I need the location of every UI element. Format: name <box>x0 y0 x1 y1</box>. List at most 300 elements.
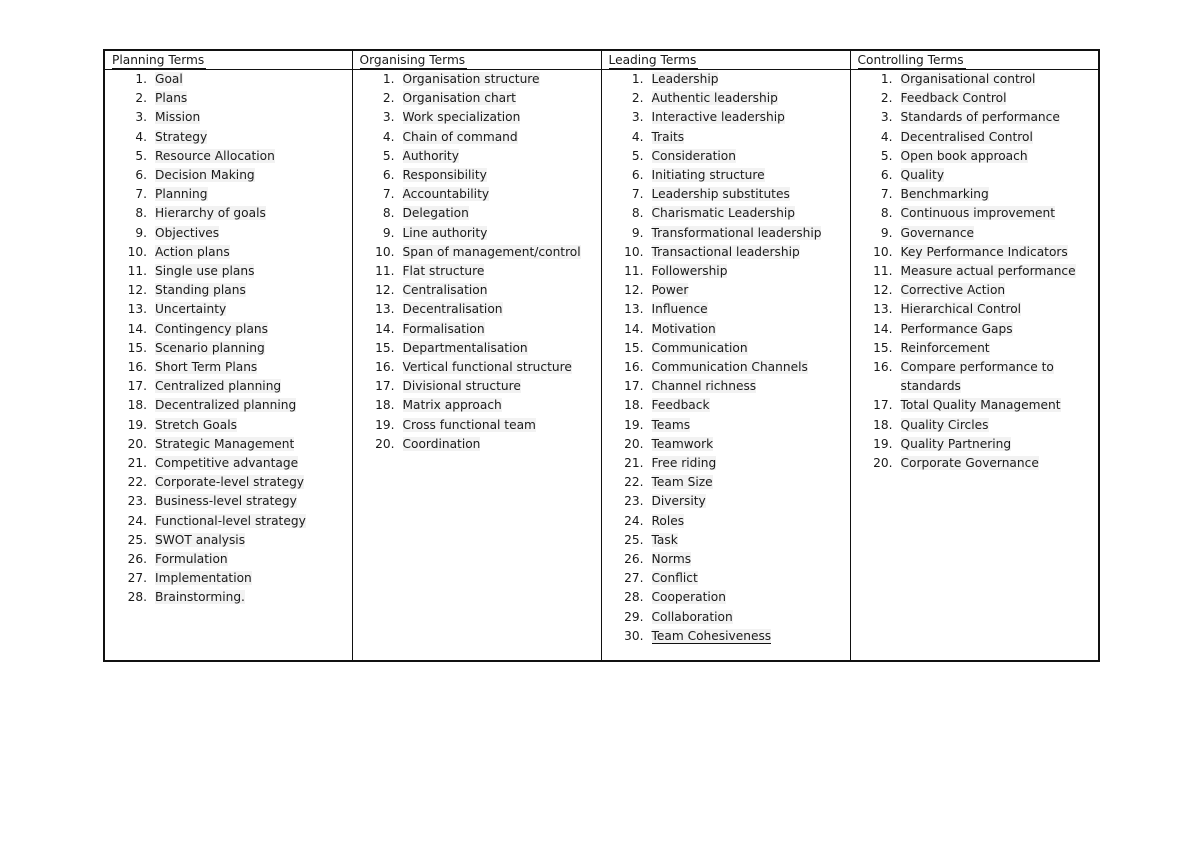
term-number: 1. <box>631 72 644 86</box>
term-number: 18. <box>127 398 147 413</box>
term-number: 20. <box>873 456 893 471</box>
term-number: 20. <box>375 436 395 451</box>
term-text: Quality Partnering <box>900 436 1012 451</box>
term-text: Communication Channels <box>651 360 808 375</box>
term-text: Reinforcement <box>900 340 990 355</box>
term-text: Decentralised Control <box>900 129 1033 144</box>
term-item <box>353 396 601 415</box>
term-number: 24. <box>127 513 147 528</box>
term-item <box>602 224 850 243</box>
term-number: 9. <box>135 225 147 240</box>
term-text: Performance Gaps <box>900 321 1013 336</box>
term-item <box>353 108 601 127</box>
term-text: Open book approach <box>900 148 1028 163</box>
term-item <box>602 377 850 396</box>
term-item <box>602 588 850 607</box>
term-item <box>851 147 1099 166</box>
term-text: Planning <box>155 187 208 202</box>
term-item <box>105 512 352 531</box>
term-item <box>353 243 601 262</box>
term-number: 4. <box>382 129 395 144</box>
term-item <box>105 473 352 492</box>
term-item <box>851 70 1099 89</box>
term-item <box>602 473 850 492</box>
term-item <box>851 320 1099 339</box>
term-item <box>105 435 352 454</box>
term-text: Quality Circles <box>900 417 989 432</box>
term-number: 28. <box>127 590 147 605</box>
term-item <box>602 416 850 435</box>
term-item <box>105 550 352 569</box>
term-number: 3. <box>382 110 395 125</box>
term-item <box>105 185 352 204</box>
term-item <box>105 300 352 319</box>
organising-terms-header: Organising Terms <box>352 50 601 70</box>
term-item <box>105 492 352 511</box>
term-item <box>105 243 352 262</box>
term-text: Motivation <box>651 321 716 336</box>
term-text: Diversity <box>651 494 706 509</box>
term-text: Charismatic Leadership <box>651 206 796 221</box>
term-number: 15. <box>624 340 644 355</box>
term-text: Authentic leadership <box>651 91 778 106</box>
terms-table <box>103 49 1100 662</box>
term-number: 8. <box>880 206 893 221</box>
term-text: Decentralisation <box>402 302 503 317</box>
term-text: Task <box>651 532 678 547</box>
term-item <box>851 204 1099 223</box>
term-item <box>105 531 352 550</box>
organising-terms-list <box>353 70 601 454</box>
term-item <box>105 416 352 435</box>
term-text: Standards of performance <box>900 110 1060 125</box>
term-text: Norms <box>651 552 692 567</box>
term-number: 17. <box>873 398 893 413</box>
controlling-terms-header: Controlling Terms <box>850 50 1099 70</box>
term-text: Chain of command <box>402 129 518 144</box>
term-number: 22. <box>624 475 644 490</box>
header-row <box>104 50 1099 70</box>
term-number: 10. <box>873 244 893 259</box>
term-item <box>602 339 850 358</box>
term-text: Strategic Management <box>155 436 295 451</box>
term-text: Corporate Governance <box>900 456 1039 471</box>
term-number: 5. <box>135 148 147 163</box>
term-text: Decentralized planning <box>155 398 297 413</box>
term-number: 6. <box>135 168 147 183</box>
term-number: 4. <box>631 129 644 144</box>
term-number: 29. <box>624 609 644 624</box>
term-number: 22. <box>127 475 147 490</box>
term-text: Transactional leadership <box>651 244 800 259</box>
term-number: 17. <box>624 379 644 394</box>
term-number: 9. <box>631 225 644 240</box>
term-item <box>602 492 850 511</box>
leading-terms-cell <box>601 70 850 662</box>
term-text: Hierarchical Control <box>900 302 1022 317</box>
term-number: 3. <box>631 110 644 125</box>
term-item <box>105 262 352 281</box>
term-text: Organisational control <box>900 72 1036 86</box>
term-number: 9. <box>880 225 893 240</box>
term-item <box>602 300 850 319</box>
term-item <box>851 281 1099 300</box>
term-item <box>105 89 352 108</box>
term-text: Initiating structure <box>651 168 765 183</box>
term-number: 16. <box>624 360 644 375</box>
term-item <box>602 358 850 377</box>
controlling-terms-cell <box>850 70 1099 662</box>
term-item <box>851 300 1099 319</box>
term-text: Quality <box>900 168 945 183</box>
term-number: 13. <box>624 302 644 317</box>
term-item <box>851 166 1099 185</box>
term-number: 2. <box>880 91 893 106</box>
term-item <box>851 243 1099 262</box>
term-item <box>105 204 352 223</box>
term-item <box>602 204 850 223</box>
term-number: 8. <box>382 206 395 221</box>
term-text: Conflict <box>651 571 698 586</box>
term-number: 23. <box>624 494 644 509</box>
term-item <box>602 89 850 108</box>
term-number: 11. <box>375 264 395 279</box>
term-text: Divisional structure <box>402 379 521 394</box>
term-number: 14. <box>624 321 644 336</box>
term-text: Corrective Action <box>900 283 1006 298</box>
term-number: 18. <box>873 417 893 432</box>
term-text: Channel richness <box>651 379 757 394</box>
term-item <box>105 166 352 185</box>
term-number: 2. <box>135 91 147 106</box>
term-number: 21. <box>127 456 147 471</box>
term-number: 6. <box>382 168 395 183</box>
term-number: 25. <box>624 532 644 547</box>
term-item <box>353 89 601 108</box>
term-item <box>851 89 1099 108</box>
term-number: 26. <box>624 552 644 567</box>
term-item <box>105 320 352 339</box>
term-item <box>851 435 1099 454</box>
term-text: Single use plans <box>155 264 255 279</box>
term-number: 4. <box>880 129 893 144</box>
term-number: 15. <box>375 340 395 355</box>
term-item <box>105 147 352 166</box>
term-text: Team Size <box>651 475 713 490</box>
term-number: 10. <box>127 244 147 259</box>
term-text: Cross functional team <box>402 417 536 432</box>
term-item <box>851 224 1099 243</box>
term-number: 5. <box>880 148 893 163</box>
term-number: 3. <box>880 110 893 125</box>
term-number: 2. <box>382 91 395 106</box>
term-text: Action plans <box>155 244 230 259</box>
term-text: Formulation <box>155 552 228 567</box>
term-text: Functional-level strategy <box>155 513 306 528</box>
planning-terms-cell <box>104 70 352 662</box>
term-item <box>602 166 850 185</box>
term-item <box>353 416 601 435</box>
term-number: 26. <box>127 552 147 567</box>
controlling-terms-list <box>851 70 1099 473</box>
term-text: Flat structure <box>402 264 485 279</box>
term-text: Traits <box>651 129 685 144</box>
term-item <box>602 435 850 454</box>
term-item <box>105 396 352 415</box>
term-number: 16. <box>375 360 395 375</box>
term-number: 5. <box>382 148 395 163</box>
term-text: Communication <box>651 340 748 355</box>
term-text: Leadership <box>651 72 719 86</box>
term-text: Governance <box>900 225 975 240</box>
term-number: 10. <box>624 244 644 259</box>
term-text: Feedback <box>651 398 710 413</box>
term-item <box>353 300 601 319</box>
term-number: 7. <box>382 187 395 202</box>
term-text: Team Cohesiveness <box>651 628 772 643</box>
term-number: 17. <box>375 379 395 394</box>
term-text: Centralisation <box>402 283 488 298</box>
term-number: 7. <box>631 187 644 202</box>
term-item <box>602 262 850 281</box>
term-number: 8. <box>631 206 644 221</box>
term-number: 9. <box>382 225 395 240</box>
term-text: Teamwork <box>651 436 714 451</box>
term-number: 13. <box>375 302 395 317</box>
term-number: 23. <box>127 494 147 509</box>
term-number: 27. <box>127 571 147 586</box>
term-number: 13. <box>127 302 147 317</box>
term-number: 12. <box>127 283 147 298</box>
term-item <box>353 281 601 300</box>
term-text: Competitive advantage <box>155 456 299 471</box>
term-text: Roles <box>651 513 685 528</box>
terms-row <box>104 70 1099 662</box>
term-item <box>602 531 850 550</box>
term-text: Key Performance Indicators <box>900 244 1068 259</box>
term-item <box>353 377 601 396</box>
term-number: 13. <box>873 302 893 317</box>
term-number: 20. <box>624 436 644 451</box>
term-item <box>105 588 352 607</box>
term-number: 12. <box>624 283 644 298</box>
term-item <box>353 185 601 204</box>
term-item <box>602 608 850 627</box>
term-number: 15. <box>873 340 893 355</box>
term-number: 1. <box>382 72 395 86</box>
term-number: 7. <box>880 187 893 202</box>
term-text: Collaboration <box>651 609 733 624</box>
term-text: Strategy <box>155 129 208 144</box>
term-text: Line authority <box>402 225 488 240</box>
term-text: Influence <box>651 302 708 317</box>
term-item <box>353 224 601 243</box>
term-number: 18. <box>375 398 395 413</box>
term-number: 6. <box>880 168 893 183</box>
term-text: Short Term Plans <box>155 360 258 375</box>
term-item <box>353 147 601 166</box>
term-number: 10. <box>375 244 395 259</box>
term-item <box>602 550 850 569</box>
term-text: Free riding <box>651 456 717 471</box>
term-text: Objectives <box>155 225 220 240</box>
term-item <box>105 454 352 473</box>
term-number: 19. <box>873 436 893 451</box>
term-number: 7. <box>135 187 147 202</box>
term-number: 28. <box>624 590 644 605</box>
term-item <box>602 108 850 127</box>
term-text: Total Quality Management <box>900 398 1061 413</box>
term-item <box>602 185 850 204</box>
term-number: 4. <box>135 129 147 144</box>
term-item <box>851 108 1099 127</box>
term-number: 12. <box>375 283 395 298</box>
term-item <box>353 204 601 223</box>
term-number: 25. <box>127 532 147 547</box>
term-text: Mission <box>155 110 201 125</box>
term-text: Measure actual performance <box>900 264 1076 279</box>
term-text: Formalisation <box>402 321 485 336</box>
term-item <box>602 627 850 646</box>
term-number: 15. <box>127 340 147 355</box>
term-number: 16. <box>127 360 147 375</box>
term-number: 17. <box>127 379 147 394</box>
term-number: 11. <box>873 264 893 279</box>
term-text: Resource Allocation <box>155 148 275 163</box>
term-text: Implementation <box>155 571 252 586</box>
term-number: 21. <box>624 456 644 471</box>
term-number: 2. <box>631 91 644 106</box>
term-text: Stretch Goals <box>155 417 237 432</box>
term-number: 12. <box>873 283 893 298</box>
term-item <box>602 454 850 473</box>
term-text: Continuous improvement <box>900 206 1055 221</box>
term-item <box>105 339 352 358</box>
term-number: 14. <box>375 321 395 336</box>
term-number: 11. <box>127 264 147 279</box>
term-item <box>353 320 601 339</box>
term-text: Hierarchy of goals <box>155 206 266 221</box>
term-number: 19. <box>127 417 147 432</box>
term-item <box>105 70 352 89</box>
term-item <box>602 396 850 415</box>
term-item <box>602 147 850 166</box>
term-text: Followership <box>651 264 728 279</box>
term-text: Transformational leadership <box>651 225 822 240</box>
term-text: Vertical functional structure <box>402 360 572 375</box>
term-text: Decision Making <box>155 168 255 183</box>
term-text: Teams <box>651 417 691 432</box>
term-text: Scenario planning <box>155 340 265 355</box>
term-text: Uncertainty <box>155 302 227 317</box>
term-item <box>602 512 850 531</box>
term-number: 14. <box>873 321 893 336</box>
term-item <box>353 166 601 185</box>
term-text: Departmentalisation <box>402 340 528 355</box>
term-text: Organisation chart <box>402 91 516 106</box>
term-item <box>353 435 601 454</box>
term-item <box>353 339 601 358</box>
term-number: 19. <box>624 417 644 432</box>
term-number: 1. <box>880 72 893 86</box>
term-item <box>105 128 352 147</box>
term-text: SWOT analysis <box>155 532 246 547</box>
planning-terms-header: Planning Terms <box>104 50 352 70</box>
term-text: Standing plans <box>155 283 246 298</box>
term-text: Matrix approach <box>402 398 502 413</box>
term-text: Accountability <box>402 187 490 202</box>
term-item <box>353 262 601 281</box>
term-text: Authority <box>402 148 459 163</box>
term-item <box>353 358 601 377</box>
term-number: 5. <box>631 148 644 163</box>
term-item <box>602 320 850 339</box>
term-number: 20. <box>127 436 147 451</box>
term-number: 11. <box>624 264 644 279</box>
term-text: Plans <box>155 91 188 106</box>
term-item <box>105 377 352 396</box>
organising-terms-cell <box>352 70 601 662</box>
term-number: 16. <box>873 360 893 375</box>
term-text: Compare performance to standards <box>900 360 1054 394</box>
term-text: Feedback Control <box>900 91 1007 106</box>
term-text: Coordination <box>402 436 481 451</box>
term-item <box>602 70 850 89</box>
term-text: Corporate-level strategy <box>155 475 305 490</box>
term-item <box>602 281 850 300</box>
term-number: 19. <box>375 417 395 432</box>
term-number: 27. <box>624 571 644 586</box>
term-number: 30. <box>624 628 644 643</box>
term-text: Interactive leadership <box>651 110 785 125</box>
term-item <box>602 128 850 147</box>
term-text: Leadership substitutes <box>651 187 790 202</box>
term-text: Work specialization <box>402 110 521 125</box>
term-number: 8. <box>135 206 147 221</box>
term-item <box>105 108 352 127</box>
term-item <box>851 358 1099 396</box>
term-text: Cooperation <box>651 590 726 605</box>
term-text: Power <box>651 283 689 298</box>
term-number: 1. <box>135 72 147 86</box>
term-text: Responsibility <box>402 168 487 183</box>
term-item <box>353 128 601 147</box>
term-item <box>851 454 1099 473</box>
term-text: Consideration <box>651 148 736 163</box>
term-item <box>602 569 850 588</box>
term-item <box>105 281 352 300</box>
term-text: Brainstorming. <box>155 590 245 605</box>
term-item <box>851 128 1099 147</box>
term-number: 24. <box>624 513 644 528</box>
term-number: 14. <box>127 321 147 336</box>
term-text: Span of management/control <box>402 244 581 259</box>
term-text: Business-level strategy <box>155 494 297 509</box>
term-text: Delegation <box>402 206 469 221</box>
term-item <box>851 339 1099 358</box>
term-text: Contingency plans <box>155 321 268 336</box>
term-item <box>851 396 1099 415</box>
leading-terms-header: Leading Terms <box>601 50 850 70</box>
term-text: Organisation structure <box>402 72 540 86</box>
term-item <box>851 185 1099 204</box>
term-item <box>602 243 850 262</box>
term-text: Goal <box>155 72 183 86</box>
term-number: 3. <box>135 110 147 125</box>
term-item <box>851 262 1099 281</box>
term-number: 18. <box>624 398 644 413</box>
leading-terms-list <box>602 70 850 646</box>
